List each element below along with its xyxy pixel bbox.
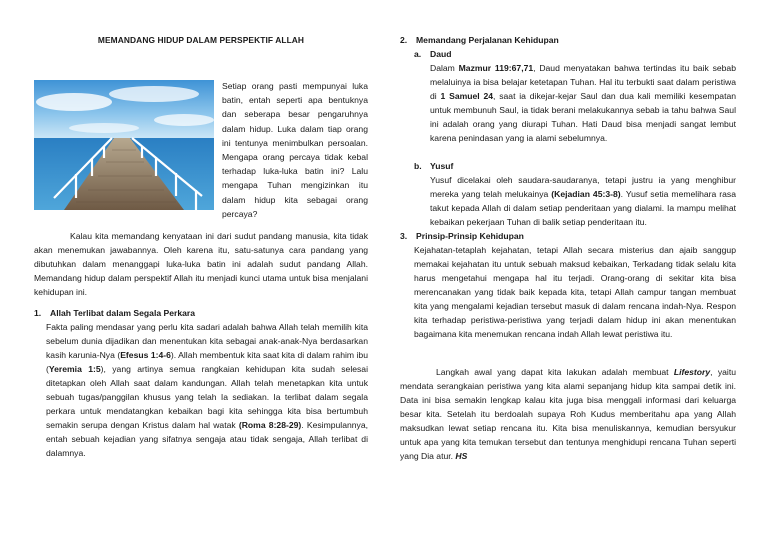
section-1-heading bbox=[34, 306, 195, 320]
a-text-3: , saat ia dikejar-kejar Saul dan dua kali memiliki kesempatan untuk membunuh Saul, ia tidak berani melakukannya sebab ia tahu bahwa Saul ini adalah orang yang diurapi Tuhan. Hati Daud bisa menjadi sangat lembut karena penindasan yang ia alami sebelumnya. bbox=[430, 91, 737, 143]
s1-text-4: . Kesimpulannya, entah sebuah kejadian yang sifatnya sengaja atau tidak sengaja, Allah terlibat di dalamnya. bbox=[46, 420, 369, 458]
page-title: MEMANDANG HIDUP DALAM PERSPEKTIF ALLAH bbox=[97, 35, 305, 45]
b-text-1: Yusuf dicelakai oleh saudara-saudaranya, tetapi justru ia yang menghibur mereka yang telah melukainya bbox=[430, 175, 736, 199]
author-initials: HS bbox=[455, 451, 468, 461]
section-2-heading bbox=[400, 33, 559, 47]
pier-photo bbox=[34, 80, 214, 210]
section-3-body: Kejahatan-tetaplah kejahatan, tetapi Allah secara misterius dan ajaib sanggup memakai kejahatan itu untuk sebuah maksud kebaikan, Terkadang tidak selalu kita harus mengetahui mengapa hal itu terjadi. Orang-orang di sekitar kita bisa merencanakan yang tidak baik kepada kita, tetapi Allah campur tangan membuat kita yang mengalami kejadian tersebut masuk di dalam rencana indah-Nya. Respon kita terhadap peristiwa-peristiwa yang terjadi dalam hidup ini akan menentukan bagaimana kita menemukan rencana indah Allah lewat peristiwa itu. bbox=[414, 245, 736, 339]
section-2-number: 2. bbox=[400, 35, 408, 45]
section-3-number: 3. bbox=[400, 231, 408, 241]
a-ref-mazmur: Mazmur 119:67,71 bbox=[458, 63, 534, 73]
p4-lifestory: Lifestory bbox=[673, 367, 711, 377]
a-text-2: , Daud menyatakan bahwa tertindas itu baik sebab melaluinya ia bisa belajar ketetapan Tuhan. Hal itu terbukti saat dalam peristiwa di bbox=[430, 63, 736, 101]
p4-text-2: , yaitu mendata serangkaian peristiwa yang kita alami sepanjang hidup kita sampai detik ini. Data ini bisa semakin lengkap kalau kita juga bisa menggali informasi dari keluarga besar kita. Setelah itu berdoalah supaya Roh Kudus memberitahu apa yang Allah maksudkan lewat setiap rencana itu. Kita bisa menuliskannya, kemudian bersyukur untuk apa yang kita temukan tersebut dan tentunya menghidupi rencana Tuhan seperti yang Dia atur. bbox=[400, 367, 737, 461]
subsection-b-letter: b. bbox=[414, 161, 422, 171]
section-2-title: Memandang Perjalanan Kehidupan bbox=[416, 35, 559, 45]
s1-text-3: ), yang artinya semua rangkaian kehidupan kita sudah selesai ditetapkan oleh Allah saat dalam kandungan. Allah telah menetapkan kita untuk sebuah tugas/panggilan khusus yang telah Ia sediakan. Ia terlibat dalam segala perkara untuk mendatangkan kebaikan bagi kita sehingga kita bisa bertumbuh semakin serupa dengan Kristus dalam hal watak bbox=[46, 364, 368, 430]
section-3-title: Prinsip-Prinsip Kehidupan bbox=[416, 231, 524, 241]
p4-text-1: Langkah awal yang dapat kita lakukan adalah membuat bbox=[436, 367, 674, 377]
body-paragraph-1: Kalau kita memandang kenyataan ini dari sudut pandang manusia, kita tidak akan menemukan jawabannya. Oleh karena itu, satu-satunya cara pandang yang dibutuhkan dalam menanggapi luka-luka batin ini adalah sudut pandang Allah. Memandang hidup dalam perspektif Allah itu menjadi kunci utama untuk bisa menjalani kehidupan ini. bbox=[34, 231, 368, 297]
s1-ref-efesus: Efesus 1:4-6 bbox=[120, 350, 171, 360]
s1-text-2: ). Allah membentuk kita saat kita di dalam rahim ibu ( bbox=[46, 350, 368, 374]
closing-paragraph bbox=[400, 365, 736, 463]
s1-ref-yeremia: Yeremia 1:5 bbox=[48, 364, 101, 374]
s1-text-1: Fakta paling mendasar yang perlu kita sadari adalah bahwa Allah telah memilih kita sebelum dunia dijadikan dan menentukan kita sebagai anak-anak-Nya berdasarkan kasih karunia-Nya ( bbox=[46, 322, 368, 360]
subsection-b-heading bbox=[414, 159, 453, 173]
a-text-1: Dalam bbox=[430, 63, 459, 73]
b-ref-kejadian: (Kejadian 45:3-8) bbox=[551, 189, 621, 199]
section-1-title: Allah Terlibat dalam Segala Perkara bbox=[50, 308, 196, 318]
b-text-2: . Yusuf setia memelihara rasa takut kepada Allah di dalam setiap penderitaan yang dialami. Ia mampu melihat kebaikan pekerjaan Tuhan di balik setiap penderitaan itu. bbox=[430, 189, 736, 227]
intro-paragraph: Setiap orang pasti mempunyai luka batin, entah seperti apa bentuknya dan seberapa besar pengaruhnya dalam hidup. Luka dalam tiap orang ini tentunya menimbulkan persoalan. Mengapa orang percaya tidak kebal terhadap luka-luka batin ini? Lalu mengapa Tuhan mengizinkan itu dalam hidup kita sebagai orang percaya? bbox=[222, 81, 368, 219]
subsection-a-title: Daud bbox=[430, 49, 452, 59]
pier-image bbox=[34, 80, 214, 210]
s1-ref-roma: (Roma 8:28-29) bbox=[238, 420, 302, 430]
a-ref-samuel: 1 Samuel 24 bbox=[440, 91, 494, 101]
subsection-b-body bbox=[430, 173, 736, 229]
subsection-b-title: Yusuf bbox=[430, 161, 454, 171]
section-3-heading bbox=[400, 229, 524, 243]
subsection-a-letter: a. bbox=[414, 49, 422, 59]
subsection-a-heading bbox=[414, 47, 451, 61]
subsection-a-body bbox=[430, 61, 736, 145]
section-1-body bbox=[46, 320, 368, 460]
section-1-number: 1. bbox=[34, 308, 42, 318]
